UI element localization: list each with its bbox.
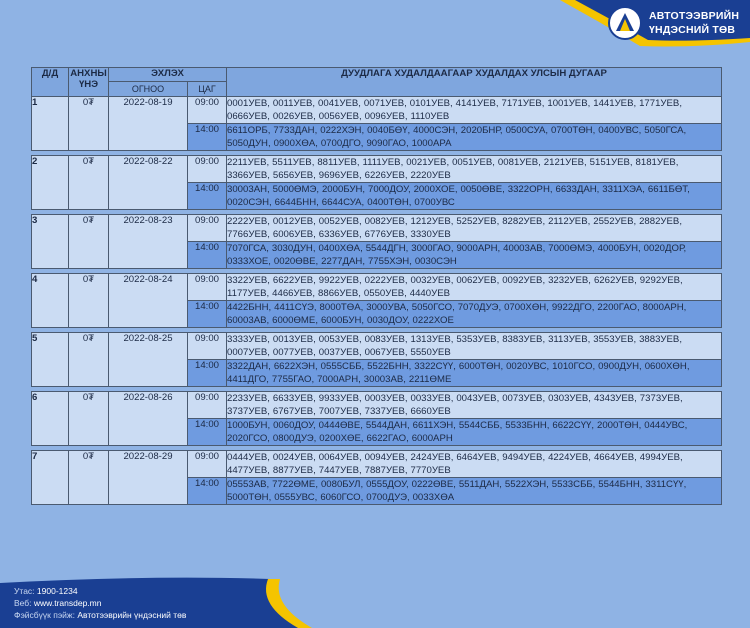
schedule-row (32, 97, 722, 124)
afternoon-time: 14:00 (188, 124, 227, 151)
schedule-row (32, 451, 722, 478)
header-plates: ДУУДЛАГА ХУДАЛДААГААР ХУДАЛДАХ УЛСЫН ДУГААР (227, 68, 722, 97)
schedule-row (32, 156, 722, 183)
auction-date: 2022-08-22 (109, 156, 188, 210)
footer-contacts (14, 585, 186, 621)
schedule-row (32, 215, 722, 242)
auction-date: 2022-08-29 (109, 451, 188, 505)
auction-date: 2022-08-23 (109, 215, 188, 269)
auction-date: 2022-08-24 (109, 274, 188, 328)
auction-date: 2022-08-25 (109, 333, 188, 387)
header-start: ЭХЛЭХ (109, 68, 227, 82)
morning-plates: 2222УЕВ, 0012УЕВ, 0052УЕВ, 0082УЕВ, 1212УЕВ, 5252УЕВ, 8282УЕВ, 2112УЕВ, 2552УЕВ, 2882УЕВ, 7766УЕВ, 6006УЕВ, 6336УЕВ, 6776УЕВ, 3330УЕВ (227, 215, 722, 242)
start-fee: 0₮ (69, 333, 109, 387)
web-label: Веб: (14, 598, 32, 608)
morning-time: 09:00 (188, 333, 227, 360)
auction-date: 2022-08-26 (109, 392, 188, 446)
schedule-row (32, 274, 722, 301)
afternoon-time: 14:00 (188, 478, 227, 505)
afternoon-time: 14:00 (188, 242, 227, 269)
start-fee: 0₮ (69, 97, 109, 151)
afternoon-plates: 1000БУН, 0060ДОУ, 0444ӨВЕ, 5544ДАН, 6611ХЭН, 5544СББ, 5533БНН, 6622СҮҮ, 2000ТӨН, 0444УВС, 2020ГСО, 0800ДУЭ, 0200ХӨЕ, 6622ГАО, 6000АРН (227, 419, 722, 446)
logo-icon (608, 6, 642, 40)
start-fee: 0₮ (69, 274, 109, 328)
afternoon-time: 14:00 (188, 360, 227, 387)
afternoon-plates: 6611ОРБ, 7733ДАН, 0222ХЭН, 0040БӨҮ, 4000СЭН, 2020БНР, 0500СУА, 0700ТӨН, 0400УВС, 5050ГСА, 5050ДУН, 0900ХӨА, 0700ДГО, 9090ГАО, 1000АРА (227, 124, 722, 151)
morning-plates: 2233УЕВ, 6633УЕВ, 9933УЕВ, 0003УЕВ, 0033УЕВ, 0043УЕВ, 0073УЕВ, 0303УЕВ, 4343УЕВ, 7373УЕВ, 3737УЕВ, 6767УЕВ, 7007УЕВ, 7337УЕВ, 6660УЕВ (227, 392, 722, 419)
row-number: 4 (32, 274, 69, 328)
header-time: ЦАГ (188, 82, 227, 97)
morning-time: 09:00 (188, 274, 227, 301)
afternoon-plates: 05553АВ, 7722ӨМЕ, 0080БУЛ, 0555ДОУ, 0222ӨВЕ, 5511ДАН, 5522ХЭН, 5533СББ, 5544БНН, 3311СҮҮ, 5000ТӨН, 0555УВС, 6060ГСО, 0700ДУЭ, 0033ХӨА (227, 478, 722, 505)
auction-date: 2022-08-19 (109, 97, 188, 151)
facebook-link[interactable]: Автотээврийн үндэсний төв (77, 610, 187, 620)
morning-time: 09:00 (188, 156, 227, 183)
org-name (649, 9, 749, 37)
schedule-row (32, 333, 722, 360)
start-fee: 0₮ (69, 156, 109, 210)
header-date: ОГНОО (109, 82, 188, 97)
facebook-label: Фэйсбүүк пэйж: (14, 610, 75, 620)
start-fee: 0₮ (69, 392, 109, 446)
afternoon-plates: 3322ДАН, 6622ХЭН, 0555СББ, 5522БНН, 3322СҮҮ, 6000ТӨН, 0020УВС, 1010ГСО, 0900ДУН, 0600ХӨН, 4411ДГО, 7755ГАО, 7000АРН, 30003АВ, 2211ӨМЕ (227, 360, 722, 387)
header-dd: Д/Д (32, 68, 69, 97)
afternoon-plates: 7070ГСА, 3030ДУН, 0400ХӨА, 5544ДГН, 3000ГАО, 9000АРН, 40003АВ, 7000ӨМЭ, 4000БУН, 0020ДОР, 0333ХОЕ, 0020ӨВЕ, 2277ДАН, 7755ХЭН, 0030СЭН (227, 242, 722, 269)
auction-schedule-table (31, 67, 722, 505)
row-number: 2 (32, 156, 69, 210)
afternoon-time: 14:00 (188, 301, 227, 328)
morning-time: 09:00 (188, 392, 227, 419)
row-number: 3 (32, 215, 69, 269)
header-start-fee: АНХНЫ ҮНЭ (69, 68, 109, 97)
morning-time: 09:00 (188, 451, 227, 478)
start-fee: 0₮ (69, 215, 109, 269)
morning-plates: 0444УЕВ, 0024УЕВ, 0064УЕВ, 0094УЕВ, 2424УЕВ, 6464УЕВ, 9494УЕВ, 4224УЕВ, 4664УЕВ, 4994УЕВ, 4477УЕВ, 8877УЕВ, 7447УЕВ, 7887УЕВ, 7770УЕВ (227, 451, 722, 478)
org-name-line2: ҮНДЭСНИЙ ТӨВ (649, 24, 736, 36)
phone-value: 1900-1234 (36, 586, 78, 596)
row-number: 7 (32, 451, 69, 505)
row-number: 6 (32, 392, 69, 446)
morning-plates: 3333УЕВ, 0013УЕВ, 0053УЕВ, 0083УЕВ, 1313УЕВ, 5353УЕВ, 8383УЕВ, 3113УЕВ, 3553УЕВ, 3883УЕВ, 0007УЕВ, 0077УЕВ, 0037УЕВ, 0067УЕВ, 5550УЕВ (227, 333, 722, 360)
morning-plates: 2211УЕВ, 5511УЕВ, 8811УЕВ, 1111УЕВ, 0021УЕВ, 0051УЕВ, 0081УЕВ, 2121УЕВ, 5151УЕВ, 8181УЕВ, 3366УЕВ, 5656УЕВ, 9696УЕВ, 6226УЕВ, 2220УЕВ (227, 156, 722, 183)
afternoon-plates: 4422БНН, 4411СҮЭ, 8000ТӨА, 3000УВА, 5050ГСО, 7070ДУЭ, 0700ХӨН, 9922ДГО, 2200ГАО, 8000АРН, 60003АВ, 6000ӨМЕ, 6000БУН, 0030ДОУ, 0222ХОЕ (227, 301, 722, 328)
afternoon-plates: 30003АН, 5000ӨМЭ, 2000БУН, 7000ДОУ, 2000ХОЕ, 0050ӨВЕ, 3322ОРН, 6633ДАН, 3311ХЭА, 6611БӨТ, 0020СЭН, 6644БНН, 6644СУА, 0400ТӨН, 0700УВС (227, 183, 722, 210)
morning-plates: 3322УЕВ, 6622УЕВ, 9922УЕВ, 0222УЕВ, 0032УЕВ, 0062УЕВ, 0092УЕВ, 3232УЕВ, 6262УЕВ, 9292УЕВ, 1177УЕВ, 4466УЕВ, 8866УЕВ, 0550УЕВ, 4440УЕВ (227, 274, 722, 301)
phone-label: Утас: (14, 586, 35, 596)
schedule-row (32, 392, 722, 419)
afternoon-time: 14:00 (188, 183, 227, 210)
row-number: 5 (32, 333, 69, 387)
morning-plates: 0001УЕВ, 0011УЕВ, 0041УЕВ, 0071УЕВ, 0101УЕВ, 4141УЕВ, 7171УЕВ, 1001УЕВ, 1441УЕВ, 1771УЕВ, 0666УЕВ, 0026УЕВ, 0056УЕВ, 0096УЕВ, 1110УЕВ (227, 97, 722, 124)
morning-time: 09:00 (188, 97, 227, 124)
afternoon-time: 14:00 (188, 419, 227, 446)
start-fee: 0₮ (69, 451, 109, 505)
org-name-line1: АВТОТЭЭВРИЙН (649, 10, 740, 22)
morning-time: 09:00 (188, 215, 227, 242)
web-link[interactable]: www.transdep.mn (33, 598, 102, 608)
row-number: 1 (32, 97, 69, 151)
